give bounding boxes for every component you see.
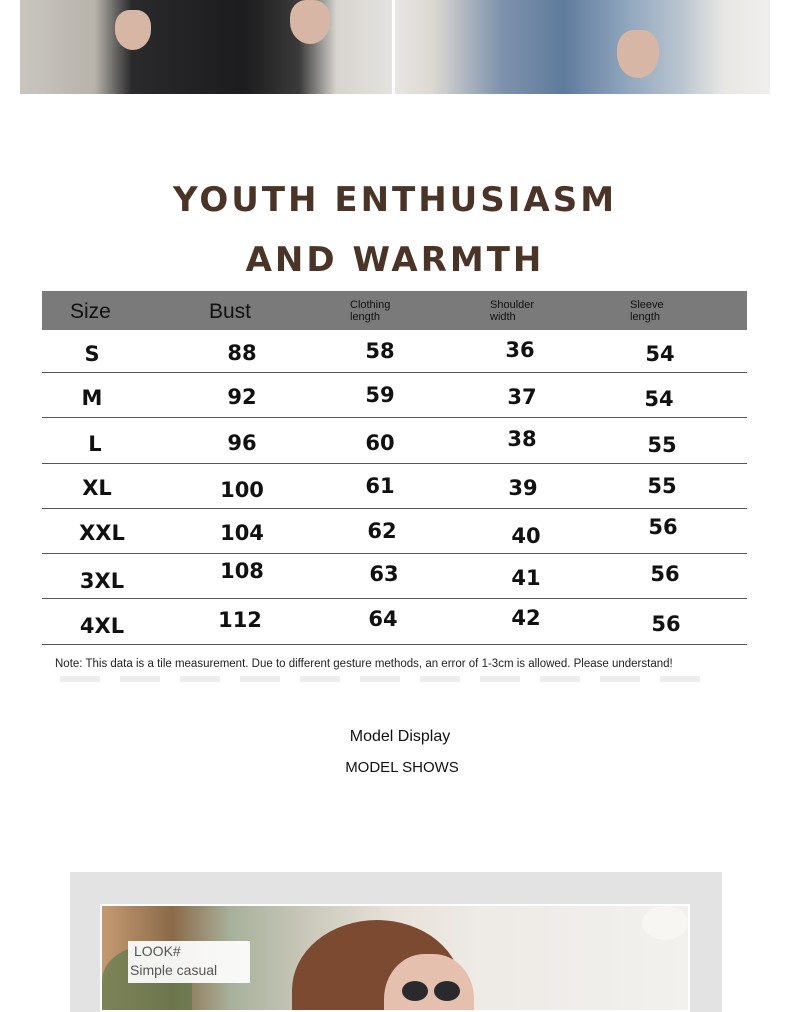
look-tag xyxy=(128,941,250,983)
headline-line-2: AND WARMTH xyxy=(245,240,545,280)
cell-shoulder: 39 xyxy=(508,476,538,500)
cell-size: 3XL xyxy=(79,569,125,593)
cell-shoulder: 42 xyxy=(511,606,541,630)
headline-line-1: YOUTH ENTHUSIASM xyxy=(172,180,618,220)
cell-sleeve: 56 xyxy=(650,562,680,586)
look-tag-label: LOOK# xyxy=(134,943,181,959)
cell-sleeve: 55 xyxy=(647,433,677,457)
cell-bust: 104 xyxy=(220,521,264,545)
product-photo-blue-jeans xyxy=(395,0,770,94)
cell-length: 58 xyxy=(365,339,395,363)
note-smudge xyxy=(60,676,720,682)
cell-size: L xyxy=(88,432,102,456)
cell-bust: 96 xyxy=(227,431,257,455)
cell-length: 62 xyxy=(367,519,397,543)
cell-length: 60 xyxy=(365,431,395,455)
header-size: Size xyxy=(70,300,111,323)
table-row xyxy=(42,599,747,645)
product-photo-black-jeans xyxy=(20,0,392,94)
cell-bust: 100 xyxy=(220,478,264,502)
cell-length: 59 xyxy=(365,383,395,407)
cell-sleeve: 54 xyxy=(645,342,675,366)
model-display-title: Model Display xyxy=(349,728,451,745)
table-row xyxy=(42,554,747,599)
model-shows-subtitle: MODEL SHOWS xyxy=(345,759,459,776)
cell-shoulder: 40 xyxy=(511,524,541,548)
hand-right xyxy=(290,0,330,44)
size-chart-table xyxy=(42,291,747,638)
header-shoulder-width: Shoulder width xyxy=(490,299,535,323)
table-row xyxy=(42,509,747,554)
hand-left xyxy=(115,10,151,50)
table-row xyxy=(42,330,747,373)
cell-shoulder: 38 xyxy=(507,427,537,451)
lamp-decoration xyxy=(642,906,688,940)
cell-bust: 92 xyxy=(227,385,257,409)
cell-shoulder: 41 xyxy=(511,566,541,590)
size-chart-header xyxy=(42,291,747,330)
cell-size: S xyxy=(84,342,100,366)
cell-sleeve: 56 xyxy=(648,515,678,539)
cell-size: M xyxy=(81,386,103,410)
cell-sleeve: 56 xyxy=(651,612,681,636)
header-sleeve-length: Sleeve length xyxy=(630,299,664,323)
cell-length: 63 xyxy=(369,562,399,586)
cell-size: XL xyxy=(82,476,112,500)
header-clothing-length: Clothing length xyxy=(350,299,391,323)
cell-sleeve: 54 xyxy=(644,387,674,411)
table-row xyxy=(42,418,747,464)
cell-bust: 112 xyxy=(218,608,262,632)
header-bust: Bust xyxy=(209,300,252,323)
cell-length: 64 xyxy=(368,607,398,631)
look-tag-style: Simple casual xyxy=(130,962,218,978)
measurement-note: Note: This data is a tile measurement. Due to different gesture methods, an error of 1-3cm is allowed. Please understand! xyxy=(55,658,673,670)
cell-size: 4XL xyxy=(79,614,125,638)
cell-bust: 88 xyxy=(227,341,257,365)
cell-length: 61 xyxy=(365,474,395,498)
cell-bust: 108 xyxy=(220,559,264,583)
table-row xyxy=(42,464,747,509)
cell-shoulder: 37 xyxy=(507,385,537,409)
sunglasses-icon xyxy=(402,981,462,1003)
cell-shoulder: 36 xyxy=(505,338,535,362)
table-row xyxy=(42,373,747,418)
cell-size: XXL xyxy=(79,521,125,545)
hand-ring xyxy=(617,30,659,78)
cell-sleeve: 55 xyxy=(647,474,677,498)
